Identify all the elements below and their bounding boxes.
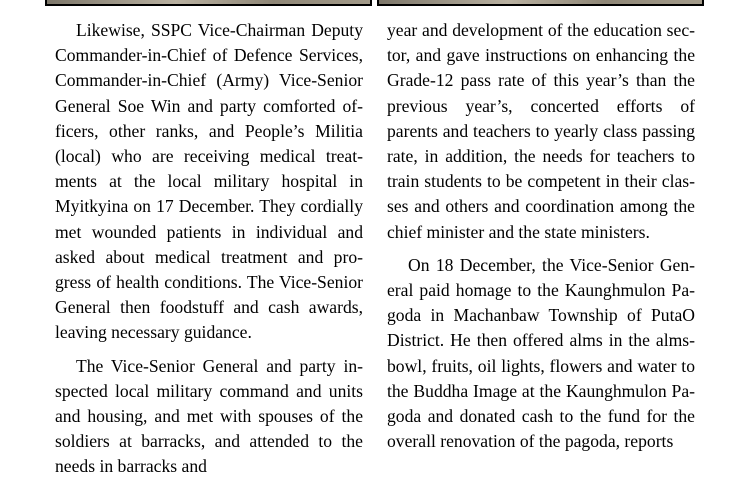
article-photo-left — [45, 0, 372, 6]
article-column-right — [387, 18, 695, 462]
paragraph-education-sector: year and development of the education sector, and gave instructions on enhancing the Grade-12 pass rate of this year’s than the previous year’s, concerted efforts of parents and teachers to yearly class passing rate, in addition, the needs for teachers to train students to be competent in their classes and others and coordination among the chief minister and the state ministers. — [387, 20, 695, 242]
paragraph-hospital-visit: Likewise, SSPC Vice-Chairman Deputy Commander-in-Chief of Defence Services, Commander-in-Chief (Army) Vice-Senior General Soe Win and party comforted officers, other ranks, and People’s Militia (local) who are receiving medical treatments at the local military hospital in Myitkyina on 17 December. They cordially met wounded patients in individual and asked about medical treatment and progress of health conditions. The Vice-Senior General then foodstuff and cash awards, leaving necessary guidance. — [55, 20, 363, 343]
article-column-left — [55, 18, 363, 488]
article-photo-right — [377, 0, 704, 6]
paragraph-barracks-inspection: The Vice-Senior General and party inspected local military command and units and housing, and met with spouses of the soldiers at barracks, and attended to the needs in barracks and — [55, 355, 363, 477]
paragraph-pagoda-homage: On 18 December, the Vice-Senior General paid homage to the Kaunghmulon Pagoda in Machanbaw Township of PutaO District. He then offered alms in the almsbowl, fruits, oil lights, flowers and water to the Buddha Image at the Kaunghmulon Pagoda and donated cash to the fund for the overall renovation of the pagoda, reports — [387, 254, 695, 452]
